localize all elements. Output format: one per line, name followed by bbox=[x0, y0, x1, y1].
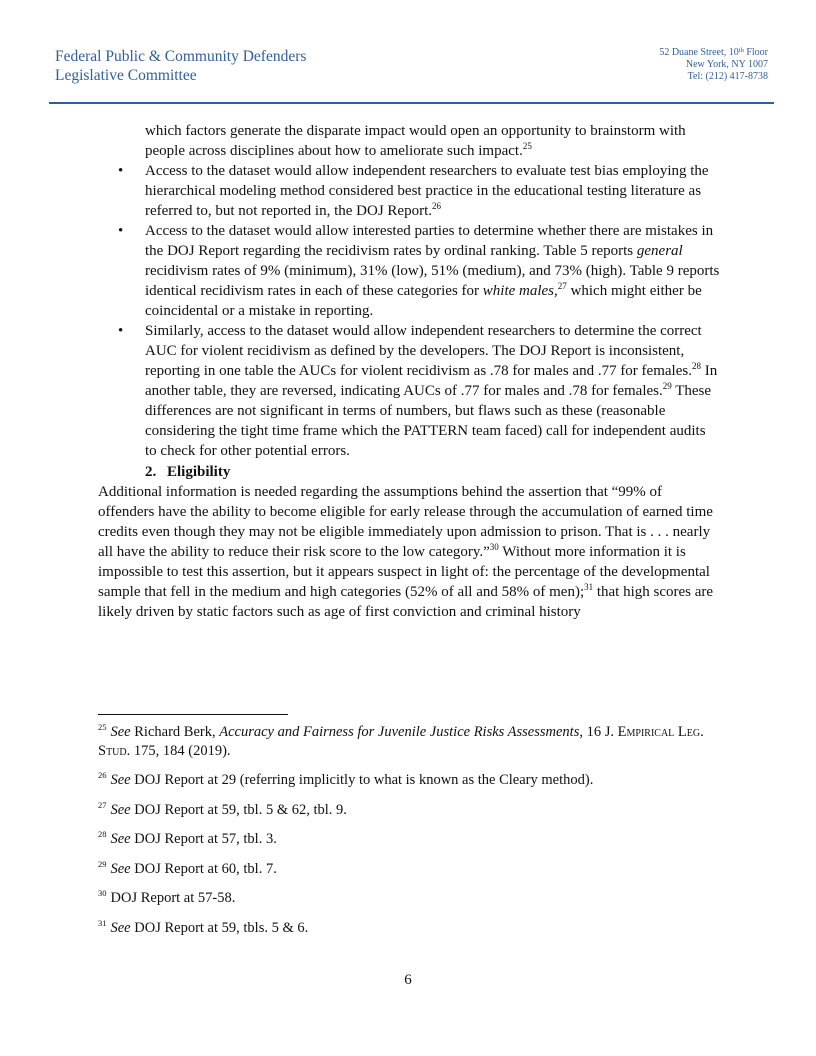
letterhead-address bbox=[659, 47, 768, 83]
footnote-28: $^{28}$ See DOJ Report at 57, tbl. 3. bbox=[98, 829, 277, 847]
bullet-icon: • bbox=[118, 223, 124, 239]
eligibility-paragraph: Additional information is needed regarding the assumptions behind the assertion that “99% of offenders have the ability to become eligible for early release through the accumulation of earned time credits even though they may not be eligible immediately upon admission to prison. That is . . . nearly all have the ability to reduce their risk score to the low category.”$^{30}$ Without more information it is impossible to test this assertion, but it appears suspect in light of: the percentage of the developmental sample that fell in the medium and high categories (52% of all and 58% of men);$^{31}$ that high scores are likely driven by static factors such as age of first conviction and criminal history bbox=[98, 484, 714, 620]
address-street: 52 Duane Street, 10th Floor bbox=[659, 47, 768, 58]
footnote-26: $^{26}$ See DOJ Report at 29 (referring implicitly to what is known as the Cleary method). bbox=[98, 770, 594, 788]
bullet-item-auc: • Similarly, access to the dataset would allow independent researchers to determine the correct AUC for violent recidivism as defined by the developers. The DOJ Report is inconsistent, reporting in one table the AUCs for violent recidivism as .78 for males and .77 for females.$^{28}$ In another table, they are reversed, indicating AUCs of .77 for males and .78 for females.$^{29}$ These differences are not significant in terms of numbers, but flaws such as these (reasonable considering the tight time frame which the PATTERN team faced) call for independent audits to check for other potential errors. bbox=[118, 323, 718, 459]
page-body bbox=[98, 121, 720, 622]
section-number: 2. bbox=[145, 464, 157, 480]
footnote-separator bbox=[98, 714, 288, 715]
footnote-29: $^{29}$ See DOJ Report at 60, tbl. 7. bbox=[98, 858, 277, 877]
footnote-ref-29[interactable]: 29 bbox=[662, 381, 672, 391]
address-city: New York, NY 1007 bbox=[685, 59, 768, 70]
footnote-27: $^{27}$ See DOJ Report at 59, tbl. 5 & 62, tbl. 9. bbox=[98, 799, 347, 818]
footnote-31: $^{31}$ See DOJ Report at 59, tbls. 5 & 6. bbox=[98, 917, 309, 936]
footnotes bbox=[98, 723, 718, 948]
footnote-ref-28[interactable]: 28 bbox=[691, 361, 701, 371]
footnote-ref-30[interactable]: 30 bbox=[489, 542, 499, 552]
page-number: 6 bbox=[404, 972, 412, 988]
address-phone: Tel: (212) 417-8738 bbox=[687, 71, 768, 82]
section-title: Eligibility bbox=[167, 464, 231, 480]
section-heading-eligibility bbox=[145, 462, 720, 482]
footnote-ref-27[interactable]: 27 bbox=[557, 281, 567, 291]
continuation-paragraph: which factors generate the disparate impact would open an opportunity to brainstorm with people across disciplines about how to ameliorate such impact.$^{25}$ bbox=[145, 123, 686, 159]
footnote-ref-31[interactable]: 31 bbox=[584, 582, 594, 592]
footnote-30: $^{30}$ DOJ Report at 57-58. bbox=[98, 888, 236, 906]
header-divider bbox=[49, 102, 774, 104]
committee-name: Legislative Committee bbox=[55, 67, 197, 84]
footnote-ref-26[interactable]: 26 bbox=[432, 201, 441, 211]
bullet-item-test-bias: • Access to the dataset would allow independent researchers to evaluate test bias employing the hierarchical modeling method considered best practice in the educational testing literature as referred to, but not reported in, the DOJ Report.$^{26}$ bbox=[118, 163, 709, 219]
org-name: Federal Public & Community Defenders bbox=[55, 48, 307, 65]
bullet-icon: • bbox=[118, 323, 124, 339]
bullet-list bbox=[98, 161, 720, 461]
bullet-icon: • bbox=[118, 163, 124, 179]
footnote-ref-25[interactable]: 25 bbox=[522, 141, 532, 151]
bullet-item-recidivism-rates: • Access to the dataset would allow interested parties to determine whether there are mistakes in the DOJ Report regarding the recidivism rates by ordinal ranking. Table 5 reports general recidivism rates of 9% (minimum), 31% (low), 51% (medium), and 73% (high). Table 9 reports identical recidivism rates in each of these categories for white males,$^{27}$ which might either be coincidental or a mistake in reporting. bbox=[118, 223, 720, 319]
letterhead-org bbox=[55, 47, 306, 85]
footnote-25: $^{25}$ See Richard Berk, Accuracy and Fairness for Juvenile Justice Risks Assessments, 16 J. Empirical Leg. Stud. 175, 184 (2019). bbox=[98, 722, 704, 759]
